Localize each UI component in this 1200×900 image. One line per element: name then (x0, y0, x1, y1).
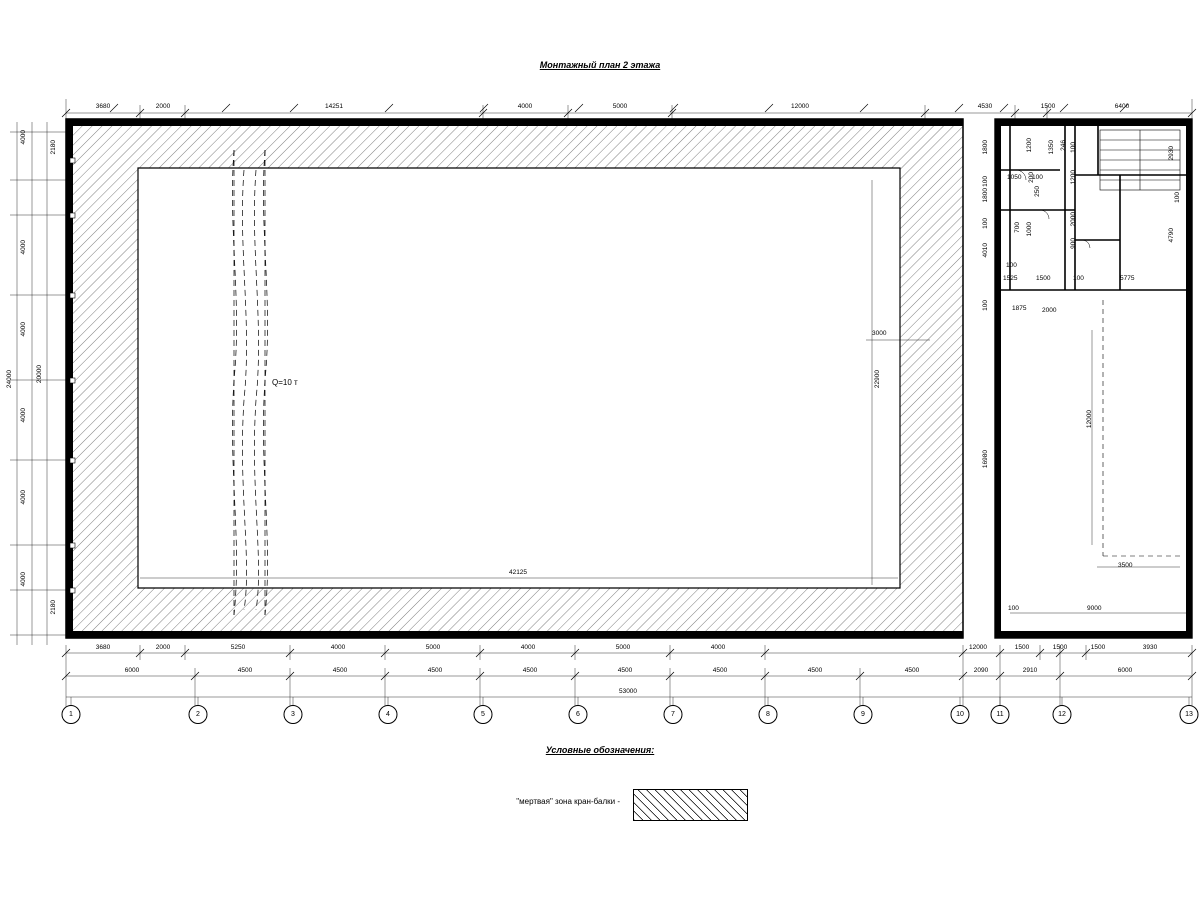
dim-right-100-i: 100 (1008, 605, 1019, 612)
dim-1200-b: 1200 (1070, 170, 1077, 185)
crane-load-label: Q=10 т (272, 378, 298, 387)
dim-100-f: 100 (1073, 275, 1084, 282)
span-1: 4500 (237, 667, 253, 674)
dim-left-6: 4000 (20, 572, 27, 587)
dim-hall-length: 42125 (508, 569, 528, 576)
drawing-title: Монтажный план 2 этажа (539, 60, 661, 70)
dim-bot-11: 1500 (1090, 644, 1106, 651)
dim-left-1: 4000 (20, 240, 27, 255)
span-5: 4500 (617, 667, 633, 674)
dim-1500-a: 1500 (1036, 275, 1051, 282)
dim-left-2: 4000 (20, 322, 27, 337)
dim-right-bottom: 9000 (1087, 605, 1102, 612)
axis-bubble-9[interactable]: 9 (854, 705, 873, 724)
dim-bot-10: 1500 (1052, 644, 1068, 651)
axis-bubble-3[interactable]: 3 (284, 705, 303, 724)
dim-left-small-1: 2180 (50, 600, 57, 615)
legend-item-label: "мертвая" зона кран-балки - (516, 797, 620, 806)
dim-bot-0: 3680 (95, 644, 111, 651)
dim-right-100-b: 100 (982, 218, 989, 229)
dim-1875: 1875 (1012, 305, 1027, 312)
axis-bubble-1[interactable]: 1 (62, 705, 81, 724)
axis-bubble-4[interactable]: 4 (379, 705, 398, 724)
axis-bubble-13[interactable]: 13 (1180, 705, 1199, 724)
dim-left-small-0: 2180 (50, 140, 57, 155)
dim-right-100-h: 100 (1174, 192, 1181, 203)
span-8: 4500 (904, 667, 920, 674)
dim-2000-a: 2000 (1042, 307, 1057, 314)
span-3: 4500 (427, 667, 443, 674)
dim-left-4: 4000 (20, 408, 27, 423)
dim-top-4: 5000 (612, 103, 628, 110)
span-2: 4500 (332, 667, 348, 674)
axis-bubble-12[interactable]: 12 (1053, 705, 1072, 724)
dim-top-1: 2000 (155, 103, 171, 110)
dim-1200-a: 1200 (1026, 138, 1033, 153)
axis-bubble-2[interactable]: 2 (189, 705, 208, 724)
dim-right-block-height: 16980 (982, 450, 989, 469)
dim-left-overall: 24000 (6, 370, 13, 389)
dim-bot-3: 4000 (330, 644, 346, 651)
legend-title: Условные обозначения: (545, 745, 655, 755)
dim-100-g: 100 (1070, 142, 1077, 153)
axis-bubble-7[interactable]: 7 (664, 705, 683, 724)
dim-top-0: 3680 (95, 103, 111, 110)
dim-1525: 1525 (1003, 275, 1018, 282)
dim-right-small: 3500 (1118, 562, 1133, 569)
dim-250: 250 (1034, 186, 1041, 197)
dim-1000: 1000 (1026, 222, 1033, 237)
dim-bot-4: 5000 (425, 644, 441, 651)
axis-bubble-10[interactable]: 10 (951, 705, 970, 724)
dim-top-8: 6400 (1114, 103, 1130, 110)
dim-top-7: 1500 (1040, 103, 1056, 110)
dim-bot-8: 12000 (968, 644, 988, 651)
dim-bot-1: 2000 (155, 644, 171, 651)
dim-top-6: 4530 (977, 103, 993, 110)
dim-right-100-a: 100 (982, 176, 989, 187)
dim-left-5: 4000 (20, 490, 27, 505)
dim-bot-5: 4000 (520, 644, 536, 651)
dim-right-depth: 4010 (982, 243, 989, 258)
overall-length: 53000 (618, 688, 638, 695)
dim-top-3: 4000 (517, 103, 533, 110)
dim-246: 246 (1060, 140, 1067, 151)
dim-right-100-c: 100 (982, 300, 989, 311)
span-11: 6000 (1117, 667, 1133, 674)
dim-700: 700 (1014, 222, 1021, 233)
axis-bubble-5[interactable]: 5 (474, 705, 493, 724)
dim-bot-2: 5250 (230, 644, 246, 651)
dim-top-2: 14251 (324, 103, 344, 110)
span-7: 4500 (807, 667, 823, 674)
dim-clearance: 3000 (872, 330, 887, 337)
dim-right-1800-top: 1800 (982, 140, 989, 155)
dim-room-width: 5775 (1120, 275, 1135, 282)
dim-hall-width: 22900 (874, 370, 881, 389)
span-9: 2090 (973, 667, 989, 674)
axis-bubble-11[interactable]: 11 (991, 705, 1010, 724)
dim-right-span: 12000 (1086, 410, 1093, 429)
dim-top-5: 12000 (790, 103, 810, 110)
dim-1050: 1050 (1007, 174, 1022, 181)
dim-stair-height: 4790 (1168, 228, 1175, 243)
dim-1350: 1350 (1048, 140, 1055, 155)
dim-200: 200 (1028, 172, 1035, 183)
dim-bot-12: 3930 (1142, 644, 1158, 651)
axis-bubble-6[interactable]: 6 (569, 705, 588, 724)
span-10: 2910 (1022, 667, 1038, 674)
dim-stair-width: 2930 (1168, 146, 1175, 161)
dim-right-1800-b: 1800 (982, 188, 989, 203)
dim-left-3: 20000 (36, 365, 43, 384)
dim-bot-9: 1500 (1014, 644, 1030, 651)
dim-100-e: 100 (1006, 262, 1017, 269)
dim-100-d: 100 (1032, 174, 1043, 181)
dim-2000-b: 2000 (1070, 212, 1077, 227)
span-0: 6000 (124, 667, 140, 674)
span-4: 4500 (522, 667, 538, 674)
dim-bot-7: 4000 (710, 644, 726, 651)
dim-left-0: 4000 (20, 130, 27, 145)
dim-bot-6: 5000 (615, 644, 631, 651)
axis-bubble-8[interactable]: 8 (759, 705, 778, 724)
span-6: 4500 (712, 667, 728, 674)
dim-900: 900 (1070, 238, 1077, 249)
